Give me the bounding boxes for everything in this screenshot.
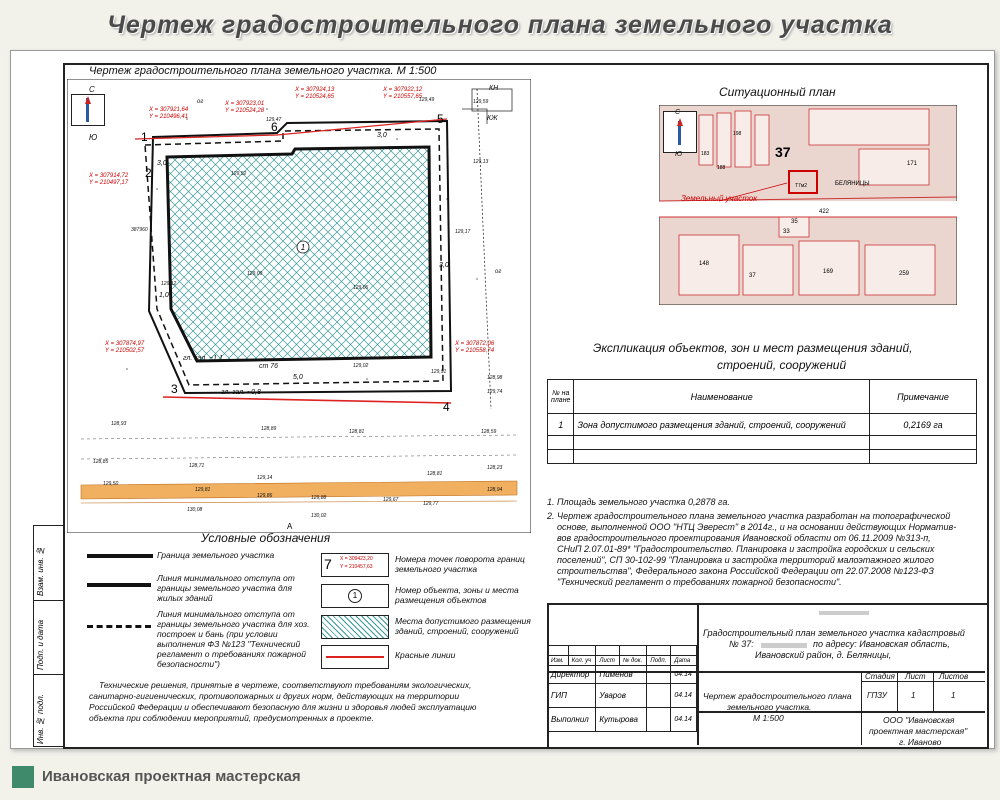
note-2: СНиП 2.07.01-89* "Градостроительство. Планировка и застройка городских и сельских xyxy=(557,544,935,554)
building-zone xyxy=(167,147,431,361)
tech-text: Технические решения, принятые в чертеже, соответствуют требованиям экологических, xyxy=(99,680,472,690)
note-2: поселений", СП 30-102-99 "Планировка и застройка территорий малоэтажного жилого xyxy=(557,555,934,565)
elev-mark: 128,94 xyxy=(487,487,503,493)
plan-title: Чертеж градостроительного плана земельного участка. М 1:500 xyxy=(89,65,437,77)
title-block-vline xyxy=(861,671,862,745)
coord-x: X = 307921,64 xyxy=(149,107,189,113)
elev-mark: 129,13 xyxy=(473,159,489,165)
company-name: Ивановская проектная мастерская xyxy=(42,768,301,785)
table-row xyxy=(548,666,697,684)
coord-x: X = 307872,06 xyxy=(455,341,495,347)
coord-y: Y = 210558,74 xyxy=(455,348,495,354)
elev-mark: 129,09 xyxy=(247,271,263,277)
elev-mark: 128,89 xyxy=(261,426,277,432)
elev-mark: 129,02 xyxy=(353,363,369,369)
stamp-sheet-h: Лист xyxy=(905,672,926,681)
parcel-label: Земельный участок xyxy=(681,194,758,203)
elev-mark: 129,50 xyxy=(103,481,119,487)
coord-y: Y = 210496,41 xyxy=(149,114,189,120)
dim-label: 3,0 xyxy=(439,262,449,269)
zone-number: 1 xyxy=(300,243,306,252)
map-number: 35 xyxy=(791,219,798,225)
elev-mark: 129,86 xyxy=(257,493,273,499)
map-number: 37 xyxy=(749,273,756,279)
stamp-name: Уваров xyxy=(596,684,647,708)
dim-label: 3,0 xyxy=(377,132,387,139)
map-number: 148 xyxy=(699,261,710,267)
side-stamp xyxy=(33,525,64,747)
section-letter: А xyxy=(287,522,293,531)
coord-y: Y = 210524,65 xyxy=(295,94,335,100)
sheet-title: М 1:500 xyxy=(753,713,784,723)
coord-y: Y = 210557,65 xyxy=(383,94,423,100)
elev-mark: 129,52 xyxy=(231,171,247,177)
title-block-vline xyxy=(697,603,699,745)
stamp-stage-h: Стадия xyxy=(865,672,895,681)
elev-mark: 129,67 xyxy=(383,497,399,503)
redacted-cadastral xyxy=(761,643,807,648)
legend-hatch-sample xyxy=(321,615,389,639)
table-row xyxy=(548,708,697,732)
point-number: 5 xyxy=(437,112,444,126)
point-number: 4 xyxy=(443,400,450,414)
legend-item: Граница земельного участка xyxy=(157,550,275,560)
side-label: Взам. инв. № xyxy=(36,546,45,596)
elev-mark: 128,23 xyxy=(487,465,503,471)
compass-icon xyxy=(71,94,105,126)
legend-item: Линия минимального отступа от границы земельного участка для хоз. построек и бань (при условии выполнения ФЗ №123 "Технический регламент о требованиях пожарной безопасности") xyxy=(157,609,310,669)
street-name: БЕЛЯНИЦЫ xyxy=(835,181,870,187)
stamp-date: 04.14 xyxy=(671,684,697,708)
stamp-role: ГИП xyxy=(548,684,596,708)
stamp-date: 04.14 xyxy=(671,666,697,684)
legend-outbuilding-line xyxy=(87,625,151,628)
elev-mark: 129,91 xyxy=(431,369,447,375)
map-number: Т7м2 xyxy=(795,183,808,189)
map-note: КН xyxy=(489,85,499,92)
legend-zone-sample xyxy=(321,584,389,608)
stamp-name: Пименов xyxy=(596,666,647,684)
table-row xyxy=(548,684,697,708)
project-title: Ивановский район, д. Беляницы, xyxy=(755,650,892,660)
tech-text: санитарно-гигиенических, противопожарных и других норм, действующих на территории xyxy=(89,691,460,701)
drawing-sheet xyxy=(10,50,995,749)
compass-south: Ю xyxy=(675,151,683,158)
explication-title: Экспликация объектов, зон и мест размещения зданий, xyxy=(593,341,913,355)
project-title: № 37: xyxy=(729,639,754,649)
elev-mark: 129,17 xyxy=(455,229,471,235)
side-label: Инв. № подл. xyxy=(36,694,45,744)
sheet-title: земельного участка. xyxy=(727,702,812,712)
coord-x: X = 307914,72 xyxy=(89,173,129,179)
project-title: по адресу: Ивановская область, xyxy=(813,639,950,649)
legend-boundary-line xyxy=(87,554,153,558)
red-line xyxy=(163,397,451,403)
legend-item: Номера точек поворота границ земельного участка xyxy=(395,554,525,574)
compass-north: С xyxy=(89,85,95,94)
map-number: 171 xyxy=(907,161,918,167)
explication-title-2: строений, сооружений xyxy=(717,358,847,372)
elev-mark: 129,88 xyxy=(311,495,327,501)
footer xyxy=(0,752,1000,800)
title-block-vline xyxy=(933,671,934,711)
situation-map xyxy=(659,105,957,305)
road-band xyxy=(81,481,517,499)
legend-residential-line xyxy=(87,583,151,587)
stamp-sheets-h: Листов xyxy=(939,672,969,681)
elev-mark: 128,98 xyxy=(487,375,503,381)
title-block-vline xyxy=(897,671,898,711)
title-block-hline xyxy=(861,681,985,682)
elev-mark: 128,59 xyxy=(481,429,497,435)
stamp-people-table xyxy=(547,645,697,732)
legend-title: Условные обозначения xyxy=(201,531,331,545)
coord-y: Y = 210524,28 xyxy=(225,108,265,114)
note-1: 1. Площадь земельного участка 0,2878 га. xyxy=(547,497,730,507)
site-plan xyxy=(67,79,531,533)
map-note: КЖ xyxy=(487,115,498,122)
legend-item: Красные линии xyxy=(395,650,456,660)
road-note: ст 76 xyxy=(259,363,279,370)
page-title: Чертеж градостроительного плана земельного участка xyxy=(107,11,893,39)
elev-mark: 129,49 xyxy=(419,97,435,103)
elev-mark: 128,71 xyxy=(189,463,205,469)
elev-mark: 129,74 xyxy=(487,389,503,395)
point-number: 3 xyxy=(171,382,178,396)
map-note: ог xyxy=(495,269,502,275)
elev-mark: 130,02 xyxy=(311,513,327,519)
tech-text: объекта при соблюдении мероприятий, предусмотренных в проекте. xyxy=(89,713,374,723)
map-number: 33 xyxy=(783,229,790,235)
note-2: строительства", Федерального закона Российской Федерации от 22.07.2008 №123-ФЗ xyxy=(557,566,934,576)
col-name: Наименование xyxy=(574,380,870,414)
stamp-role: Выполнил xyxy=(548,708,596,732)
note-2: "Технический регламент о требованиях пожарной безопасности". xyxy=(557,577,842,587)
stamp-col: Подп. xyxy=(647,656,671,666)
dim-label: 1,0 xyxy=(159,292,169,299)
dim-label: 5,0 xyxy=(293,374,303,381)
stamp-col: Лист xyxy=(596,656,619,666)
elev-mark: 129,77 xyxy=(423,501,439,507)
legend-red-sample xyxy=(321,645,389,669)
stamp-col: Дата xyxy=(671,656,697,666)
map-number: 422 xyxy=(819,209,830,215)
legend-zone-circle: 1 xyxy=(348,589,362,603)
map-note: ог xyxy=(197,99,204,105)
stamp-stage: ГПЗУ xyxy=(867,691,887,700)
stamp-sheet: 1 xyxy=(911,691,916,700)
elev-mark: 128,85 xyxy=(93,459,109,465)
stamp-date: 04.14 xyxy=(671,708,697,732)
coord-y: Y = 210497,17 xyxy=(89,180,129,186)
sheet-title: Чертеж градостроительного плана xyxy=(703,691,852,701)
col-note: Примечание xyxy=(870,380,977,414)
note-2: 2. Чертеж градостроительного плана земельного участка разработан на топографической xyxy=(547,511,951,521)
row-num: 1 xyxy=(548,414,574,436)
map-number: 183 xyxy=(701,151,710,157)
elev-mark: 129,47 xyxy=(266,117,282,123)
stamp-col: Изм. xyxy=(548,656,569,666)
legend-point-sample xyxy=(321,553,389,577)
legend-item: Места допустимого размещения зданий, строений, сооружений xyxy=(395,616,531,636)
point-number: 6 xyxy=(271,120,278,134)
side-label: Подп. и дата xyxy=(36,619,45,670)
company-logo-icon xyxy=(12,766,34,788)
tech-text: Российской Федерации и обеспечивают безопасную для жизни и здоровья людей эксплуатацию xyxy=(89,702,477,712)
stamp-col: № док. xyxy=(619,656,646,666)
map-number: 259 xyxy=(899,271,910,277)
elev-mark: 129,59 xyxy=(473,99,489,105)
map-number: 169 xyxy=(823,269,834,275)
coord-x: X = 307874,97 xyxy=(105,341,145,347)
situation-compass-icon xyxy=(663,111,697,153)
stamp-sheets: 1 xyxy=(951,691,956,700)
map-note: 387960 xyxy=(131,227,148,233)
elev-mark: 129,06 xyxy=(353,285,369,291)
explication-table xyxy=(547,379,977,464)
stamp-name: Кутырова xyxy=(596,708,647,732)
org-name: г. Иваново xyxy=(899,737,942,747)
note-2: вов градостроительного проектирования Ивановской области от 06.11.2009 №313-п, xyxy=(557,533,931,543)
col-num: № на плане xyxy=(548,380,574,414)
redacted-code xyxy=(819,611,869,615)
road-note: гл. зал. ~1,1 xyxy=(183,355,223,362)
compass-north: С xyxy=(675,109,681,116)
note-2: основе, выполненной ООО "НТЦ Эверест" в 2014г., и на основании действующих Норматив- xyxy=(557,522,957,532)
coord-y: Y = 210502,57 xyxy=(105,348,145,354)
legend-point-y: Y = 210457,63 xyxy=(340,564,373,570)
coord-x: X = 307923,01 xyxy=(225,101,265,107)
elev-mark: 128,93 xyxy=(111,421,127,427)
row-note: 0,2169 га xyxy=(870,414,977,436)
legend-item: Номер объекта, зоны и места размещения объектов xyxy=(395,585,519,605)
legend-point-x: X = 309423,20 xyxy=(340,556,373,562)
map-number: 198 xyxy=(733,131,742,137)
coord-x: X = 307924,13 xyxy=(295,87,335,93)
project-title: Градостроительный план земельного участка кадастровый xyxy=(703,628,965,638)
row-name: Зона допустимого размещения зданий, строений, сооружений xyxy=(574,414,870,436)
org-name: ООО "Ивановская xyxy=(883,715,955,725)
elev-mark: 129,12 xyxy=(161,281,177,287)
point-number: 2 xyxy=(145,166,152,180)
elev-mark: 130,08 xyxy=(187,507,203,513)
dim-label: 3,0 xyxy=(157,160,167,167)
elev-mark: 128,81 xyxy=(349,429,365,435)
parcel-number: 37 xyxy=(775,144,791,160)
legend-point-number: 7 xyxy=(324,556,332,572)
compass-south: Ю xyxy=(89,133,98,142)
elev-mark: 129,81 xyxy=(195,487,211,493)
org-name: проектная мастерская" xyxy=(869,726,968,736)
elev-mark: 128,81 xyxy=(427,471,443,477)
stamp-col: Кол. уч xyxy=(568,656,596,666)
table-row xyxy=(548,414,977,436)
situation-title: Ситуационный план xyxy=(719,85,836,99)
road-note: гл. зал. ~0,8 xyxy=(221,389,261,396)
elev-mark: 129,14 xyxy=(257,475,273,481)
map-number: 188 xyxy=(717,165,726,171)
page-header xyxy=(0,0,1000,50)
point-number: 1 xyxy=(141,130,148,144)
coord-x: X = 307922,12 xyxy=(383,87,423,93)
stamp-role: Директор xyxy=(548,666,596,684)
legend-item: Линия минимального отступа от границы земельного участка для жилых зданий xyxy=(157,573,295,603)
